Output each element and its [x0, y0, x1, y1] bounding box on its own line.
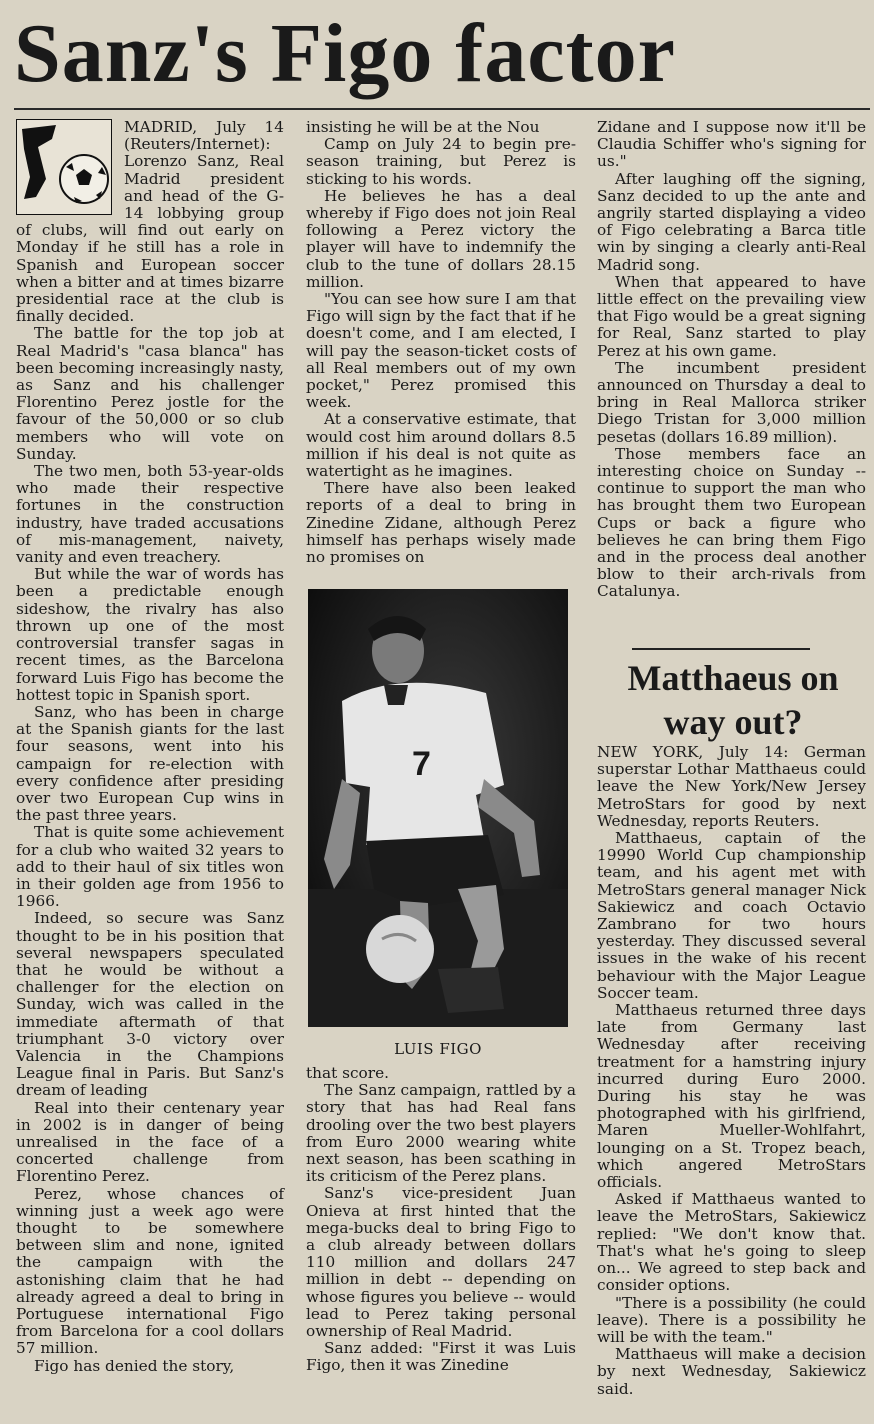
subhead-rule — [632, 648, 810, 650]
svg-text:7: 7 — [412, 745, 431, 783]
article-column-1 — [16, 119, 284, 1375]
paragraph: Sanz's vice-president Juan Onieva at first hinted that the mega-bucks deal to bring Figo to a club already between dollars 110 million and dollars 247 million in debt -- depending on whose figures you believe -- would lead to Perez taking personal ownership of Real Madrid. — [306, 1184, 576, 1341]
second-story-headline: Matthaeus on way out? — [627, 658, 839, 742]
headline: Sanz's Figo factor — [14, 7, 676, 100]
second-story-column — [597, 744, 866, 1398]
headline-rule — [14, 108, 870, 110]
paragraph: NEW YORK, July 14: German superstar Lothar Matthaeus could leave the New York/New Jersey MetroStars for good by next Wednesday, reports Reuters. — [597, 743, 866, 830]
paragraph: Camp on July 24 to begin pre-season training, but Perez is sticking to his words. — [306, 135, 576, 188]
paragraph: When that appeared to have little effect on the prevailing view that Figo would be a great signing for Real, Sanz started to play Perez at his own game. — [597, 272, 866, 360]
paragraph: Figo has denied the story, — [34, 1356, 235, 1375]
paragraph: There have also been leaked reports of a deal to bring in Zinedine Zidane, although Perez himself has perhaps wisely made no promises on — [306, 479, 576, 567]
paragraph: insisting he will be at the Nou — [306, 118, 540, 136]
paragraph: He believes he has a deal whereby if Figo does not join Real following a Perez victory the player will have to indemnify the club to the tune of dollars 28.15 million. — [306, 186, 576, 291]
paragraph: Perez, whose chances of winning just a week ago were thought to be somewhere between slim and none, ignited the campaign with the astonishing claim that he had already agreed a deal to bring in Portuguese international Figo from Barcelona for a cool dollars 57 million. — [16, 1184, 284, 1358]
paragraph: Sanz added: "First it was Luis Figo, then it was Zinedine — [306, 1339, 576, 1375]
paragraph: The incumbent president announced on Thursday a deal to bring in Real Mallorca striker Diego Tristan for 3,000 million pesetas (dollars 16.89 million). — [597, 358, 866, 446]
paragraph: Zidane and I suppose now it'll be Claudia Schiffer who's signing for us." — [597, 118, 866, 171]
paragraph: At a conservative estimate, that would cost him around dollars 8.5 million if his deal is not quite as watertight as he imagines. — [306, 410, 576, 481]
soccer-logo-icon — [16, 119, 112, 215]
paragraph: "You can see how sure I am that Figo will sign by the fact that if he doesn't come, and I am elected, I will pay the season-ticket costs of all Real members out of my own pocket," Perez promised this week. — [306, 290, 576, 412]
article-column-2-top — [306, 119, 576, 566]
article-column-2-bottom — [306, 1065, 576, 1375]
paragraph: Sanz, who has been in charge at the Spanish giants for the last four seasons, went into his campaign for re-election with every confidence after presiding over two European Cup wins in the past three years. — [16, 702, 284, 825]
paragraph: That is quite some achievement for a club who waited 32 years to add to their haul of six titles won in their golden age from 1956 to 1966. — [16, 823, 284, 911]
paragraph: The battle for the top job at Real Madrid's "casa blanca" has been becoming increasingly nasty, as Sanz and his challenger Florentino Perez jostle for the favour of the 50,000 or so club members who will vote on Sunday. — [16, 324, 284, 463]
paragraph: The two men, both 53-year-olds who made their respective fortunes in the construction industry, have traded accusations of mis-management, naivety, vanity and even treachery. — [16, 462, 284, 567]
paragraph: Matthaeus returned three days late from Germany last Wednesday after receiving treatment for a hamstring injury incurred during Euro 2000. During his stay he was photographed with his girlfriend, Maren Mueller-Wohlfahrt, lounging on a St. Tropez beach, which angered MetroStars officials. — [597, 1001, 866, 1192]
paragraph: Real into their centenary year in 2002 is in danger of being unrealised in the face of a concerted challenge from Florentino Perez. — [16, 1098, 284, 1186]
paragraph: Indeed, so secure was Sanz thought to be in his position that several newspapers speculated that he would be without a challenger for the election on Sunday, wich was called in the immediate aftermath of that triumphant 3-0 victory over Valencia in the Champions League final in Paris. But Sanz's dream of leading — [16, 909, 284, 1100]
paragraph: "There is a possibility (he could leave). There is a possibility he will be with the team." — [597, 1293, 866, 1346]
paragraph: Those members face an interesting choice on Sunday -- continue to support the man who has brought them two European Cups or back a figure who believes he can bring them Figo and in the process deal another blow to their arch-rivals from Catalunya. — [597, 444, 866, 601]
paragraph: The Sanz campaign, rattled by a story that has had Real fans drooling over the two best players from Euro 2000 wearing white next season, has been scathing in its criticism of the Perez plans. — [306, 1081, 576, 1186]
paragraph: After laughing off the signing, Sanz decided to up the ante and angrily started displaying a video of Figo celebrating a Barca title win by singing a clearly anti-Real Madrid song. — [597, 169, 866, 274]
paragraph: But while the war of words has been a predictable enough sideshow, the rivalry has also thrown up one of the most controversial transfer sagas in recent times, as the Barcelona forward Luis Figo has become the hottest topic in Spanish sport. — [16, 565, 284, 704]
paragraph: Matthaeus will make a decision by next Wednesday, Sakiewicz said. — [597, 1345, 866, 1398]
article-column-3-top — [597, 119, 866, 601]
player-photo — [308, 589, 568, 1027]
paragraph: that score. — [306, 1064, 389, 1082]
paragraph: MADRID, July 14 (Reuters/Internet): Lorenzo Sanz, Real Madrid president and head of the G-14 lobbying group of clubs, will find out early on Monday if he still has a role in Spanish and European soccer when a bitter and at times bizarre presidential race at the club is finally decided. — [16, 118, 284, 326]
paragraph: Asked if Matthaeus wanted to leave the MetroStars, Sakiewicz replied: "We don't know that. That's what he's going to sleep on... We agreed to step back and consider options. — [597, 1190, 866, 1295]
photo-caption: LUIS FIGO — [394, 1040, 482, 1058]
paragraph: Matthaeus, captain of the 19990 World Cup championship team, and his agent met with MetroStars general manager Nick Sakiewicz and coach Octavio Zambrano for two hours yesterday. They discussed several issues in the wake of his recent behaviour with the Major League Soccer team. — [597, 829, 866, 1002]
